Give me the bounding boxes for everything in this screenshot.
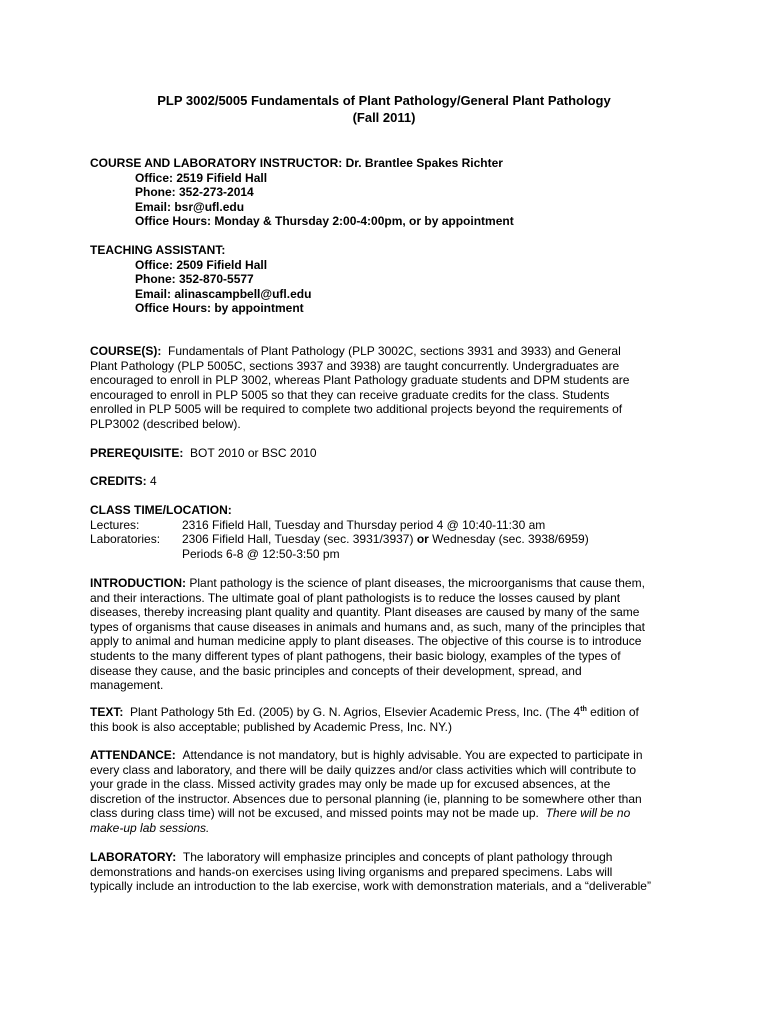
document-title — [0, 92, 768, 126]
labs-value-b: Wednesday (sec. 3938/6959) — [432, 532, 589, 547]
text-label: TEXT: — [90, 705, 124, 719]
introduction-line-2: and their interactions. The ultimate goal of plant pathologists is to reduce the losses caused by plant — [90, 590, 621, 605]
class-time-section — [90, 503, 680, 561]
introduction-line-5: apply to animal and human medicine apply to plant diseases. The objective of this course is to introduce — [90, 634, 642, 649]
courses-line-1: Fundamentals of Plant Pathology (PLP 3002C, sections 3931 and 3933) and General — [168, 344, 621, 358]
introduction-line-6: students to the many different types of plant pathogens, their basic biology, examples of the types of — [90, 648, 621, 663]
laboratory-line-2: demonstrations and hands-on exercises using living organisms and prepared specimens. Labs will — [90, 864, 613, 879]
attendance-line-2: every class and laboratory, and there will be daily quizzes and/or class activities which will contribute to — [90, 762, 637, 777]
text-line-1a: Plant Pathology 5th Ed. (2005) by G. N. Agrios, Elsevier Academic Press, Inc. (The 4 — [130, 705, 581, 719]
introduction-line-1: Plant pathology is the science of plant diseases, the microorganisms that cause them, — [189, 576, 645, 590]
courses-section — [90, 344, 680, 432]
attendance-line-3: your grade in the class. Missed activity grades may only be made up for excused absences, at the — [90, 777, 611, 792]
lectures-value: 2316 Fifield Hall, Tuesday and Thursday period 4 @ 10:40-11:30 am — [182, 517, 546, 532]
ta-email: Email: alinascampbell@ufl.edu — [135, 286, 312, 301]
text-line-1b: edition of — [586, 705, 639, 719]
instructor-phone: Phone: 352-273-2014 — [135, 185, 254, 200]
instructor-heading: COURSE AND LABORATORY INSTRUCTOR: Dr. Brantlee Spakes Richter — [90, 156, 503, 170]
title-line-1: PLP 3002/5005 Fundamentals of Plant Pathology/General Plant Pathology — [157, 93, 611, 108]
prerequisite-label: PREREQUISITE: — [90, 446, 184, 460]
courses-line-3: encouraged to enroll in PLP 3002, whereas Plant Pathology graduate students and DPM students are — [90, 373, 630, 388]
attendance-label: ATTENDANCE: — [90, 748, 176, 762]
lectures-label: Lectures: — [90, 517, 140, 532]
laboratory-section — [90, 850, 680, 894]
introduction-line-4: types of organisms that cause diseases in animals and humans and, as such, many of the principles that — [90, 619, 645, 634]
laboratory-line-1: The laboratory will emphasize principles and concepts of plant pathology through — [182, 850, 613, 864]
ta-hours: Office Hours: by appointment — [135, 301, 304, 316]
labs-value-a: 2306 Fifield Hall, Tuesday (sec. 3931/3937) — [182, 532, 414, 547]
credits-section — [90, 474, 680, 489]
laboratory-line-3: typically include an introduction to the lab exercise, work with demonstration materials, and a “deliverable” — [90, 879, 651, 894]
attendance-line-5: class during class time) will not be excused, and missed points may not be made up. — [90, 806, 539, 821]
attendance-line-4: discretion of the instructor. Absences due to personal planning (ie, planning to be somewhere other than — [90, 791, 642, 806]
introduction-line-3: diseases, thereby increasing plant quality and quantity. Plant diseases are caused by many of the same — [90, 605, 640, 620]
credits-value: 4 — [150, 474, 157, 488]
courses-line-6: PLP3002 (described below). — [90, 416, 241, 431]
introduction-line-7: disease they cause, and the basic principles and concepts of their development, spread, and — [90, 663, 582, 678]
attendance-line-1: Attendance is not mandatory, but is highly advisable. You are expected to participate in — [182, 748, 643, 762]
attendance-line-6: make-up lab sessions. — [90, 820, 210, 835]
credits-label: CREDITS: — [90, 474, 147, 488]
text-line-2: this book is also acceptable; published by Academic Press, Inc. NY.) — [90, 719, 452, 734]
introduction-section — [90, 576, 680, 693]
text-section — [90, 705, 680, 734]
instructor-email: Email: bsr@ufl.edu — [135, 199, 245, 214]
text-superscript: th — [580, 706, 587, 713]
prerequisite-section — [90, 446, 680, 461]
attendance-section — [90, 748, 680, 836]
courses-label: COURSE(S): — [90, 344, 162, 358]
instructor-office: Office: 2519 Fifield Hall — [135, 170, 268, 185]
laboratory-label: LABORATORY: — [90, 850, 177, 864]
introduction-label: INTRODUCTION: — [90, 576, 186, 590]
prerequisite-value: BOT 2010 or BSC 2010 — [190, 446, 317, 460]
instructor-hours: Office Hours: Monday & Thursday 2:00-4:00pm, or by appointment — [135, 214, 514, 229]
ta-heading: TEACHING ASSISTANT: — [90, 243, 226, 257]
introduction-line-8: management. — [90, 678, 164, 693]
labs-or: or — [416, 532, 429, 547]
attendance-line-5-italic: There will be no — [545, 806, 631, 821]
ta-phone: Phone: 352-870-5577 — [135, 272, 254, 287]
ta-office: Office: 2509 Fifield Hall — [135, 257, 268, 272]
title-line-2: (Fall 2011) — [352, 110, 416, 125]
courses-line-4: encouraged to enroll in PLP 5005 so that they can receive graduate credits for the class. Students — [90, 387, 610, 402]
labs-periods: Periods 6-8 @ 12:50-3:50 pm — [182, 546, 340, 561]
class-time-heading: CLASS TIME/LOCATION: — [90, 503, 232, 517]
instructor-section — [90, 156, 680, 229]
labs-label: Laboratories: — [90, 532, 161, 547]
courses-line-2: Plant Pathology (PLP 5005C, sections 3937 and 3938) are taught concurrently. Undergraduates are — [90, 358, 620, 373]
courses-line-5: enrolled in PLP 5005 will be required to complete two additional projects beyond the requirements of — [90, 402, 623, 417]
ta-section — [90, 243, 680, 316]
